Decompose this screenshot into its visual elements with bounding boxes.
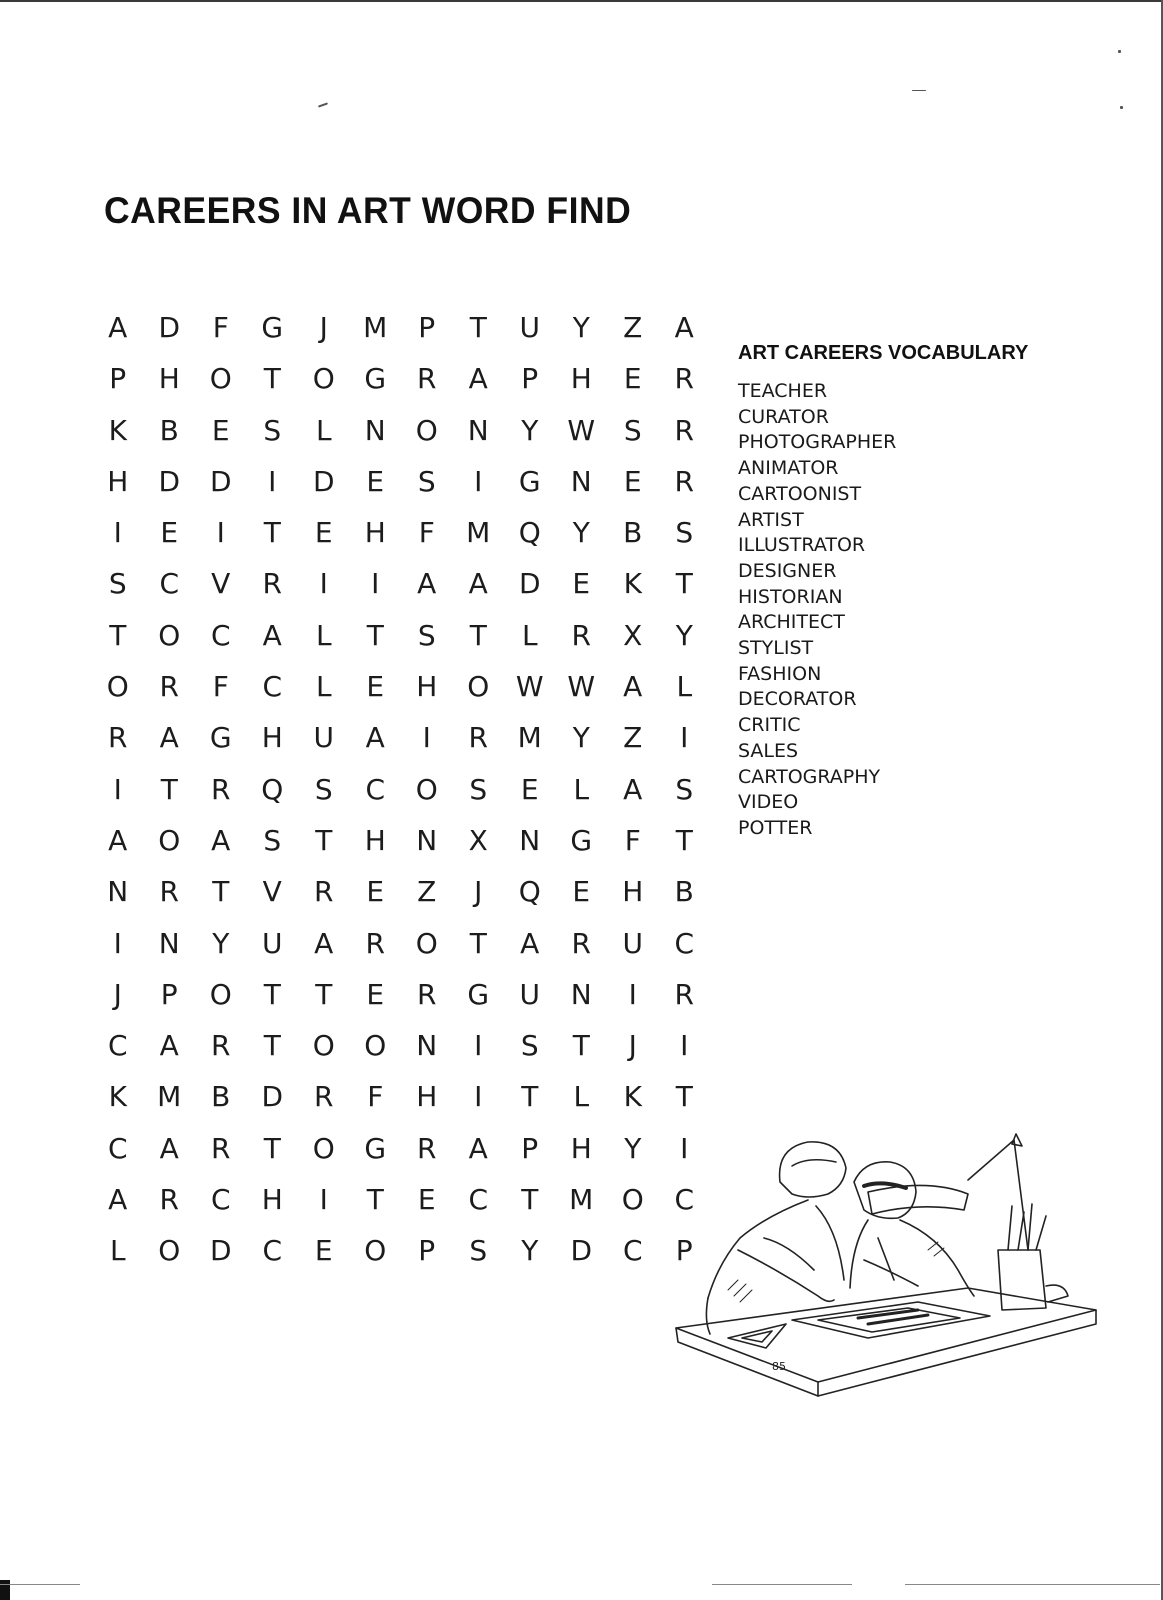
grid-letter: Y <box>572 516 590 550</box>
grid-letter: I <box>113 926 122 960</box>
vocabulary-word: PHOTOGRAPHER <box>738 431 897 454</box>
scan-line <box>905 1584 1160 1585</box>
grid-letter: H <box>416 1080 438 1114</box>
grid-letter: I <box>113 772 122 806</box>
grid-letter: A <box>623 670 643 704</box>
grid-letter: P <box>521 362 539 396</box>
grid-letter: W <box>567 413 596 447</box>
grid-letter: R <box>468 721 488 755</box>
grid-letter: R <box>417 362 437 396</box>
grid-letter: A <box>108 1183 128 1217</box>
grid-letter: R <box>571 618 591 652</box>
grid-letter: Y <box>624 1131 642 1165</box>
grid-letter: C <box>262 1234 283 1268</box>
vocabulary-word: DECORATOR <box>738 688 857 711</box>
grid-letter: F <box>418 516 435 550</box>
grid-letter: L <box>315 618 332 652</box>
grid-letter: Z <box>623 721 643 755</box>
grid-letter: U <box>262 926 283 960</box>
grid-letter: T <box>109 618 127 652</box>
grid-letter: H <box>570 362 592 396</box>
grid-letter: Y <box>675 618 693 652</box>
grid-letter: O <box>364 1029 387 1063</box>
grid-letter: J <box>628 1029 637 1063</box>
grid-letter: O <box>312 1131 335 1165</box>
grid-letter: S <box>675 772 694 806</box>
grid-letter: N <box>570 977 592 1011</box>
grid-letter: O <box>106 670 129 704</box>
grid-letter: E <box>314 1234 333 1268</box>
grid-letter: O <box>415 413 438 447</box>
grid-letter: T <box>263 1029 281 1063</box>
grid-letter: Q <box>518 516 541 550</box>
grid-letter: H <box>364 516 386 550</box>
grid-letter: R <box>674 464 694 498</box>
grid-letter: R <box>674 977 694 1011</box>
grid-letter: Y <box>521 413 539 447</box>
grid-letter: R <box>674 413 694 447</box>
grid-letter: A <box>108 823 128 857</box>
vocabulary-word: CURATOR <box>738 405 829 428</box>
grid-letter: T <box>263 1131 281 1165</box>
grid-letter: Y <box>572 311 590 344</box>
grid-letter: A <box>159 1029 179 1063</box>
grid-letter: I <box>628 977 637 1011</box>
grid-letter: U <box>519 311 540 344</box>
grid-letter: A <box>468 567 488 601</box>
vocabulary-word: CARTOGRAPHY <box>738 765 881 788</box>
vocabulary-word: ANIMATOR <box>738 457 839 480</box>
vocabulary-word: CRITIC <box>738 714 801 737</box>
grid-letter: S <box>469 772 488 806</box>
grid-letter: A <box>159 721 179 755</box>
grid-letter: C <box>210 1183 231 1217</box>
grid-letter: E <box>160 516 179 550</box>
grid-letter: B <box>211 1080 231 1114</box>
grid-letter: T <box>675 567 693 601</box>
grid-letter: O <box>364 1234 387 1268</box>
grid-letter: C <box>159 567 180 601</box>
grid-letter: F <box>212 670 229 704</box>
grid-letter: K <box>108 413 127 447</box>
grid-letter: I <box>113 516 122 550</box>
grid-letter: H <box>158 362 180 396</box>
grid-letter: V <box>262 875 282 909</box>
scan-line <box>0 1584 80 1585</box>
grid-letter: T <box>521 1183 539 1217</box>
grid-letter: E <box>417 1183 436 1217</box>
vocabulary-word: ARTIST <box>738 508 804 531</box>
grid-letter: I <box>216 516 225 550</box>
grid-letter: E <box>572 875 591 909</box>
grid-letter: T <box>315 977 333 1011</box>
grid-letter: T <box>366 618 384 652</box>
grid-letter: K <box>623 567 642 601</box>
grid-letter: Y <box>212 926 230 960</box>
grid-letter: I <box>474 1029 483 1063</box>
grid-letter: R <box>262 567 282 601</box>
grid-letter: T <box>160 772 178 806</box>
grid-letter: R <box>159 875 179 909</box>
grid-letter: R <box>417 977 437 1011</box>
grid-letter: S <box>263 823 282 857</box>
grid-letter: A <box>108 311 128 344</box>
vocabulary-word: DESIGNER <box>738 559 837 582</box>
grid-letter: R <box>417 1131 437 1165</box>
grid-letter: T <box>675 1080 693 1114</box>
grid-letter: A <box>262 618 282 652</box>
grid-letter: A <box>674 311 694 344</box>
grid-letter: Z <box>623 311 643 344</box>
grid-letter: Z <box>417 875 437 909</box>
grid-letter: D <box>518 567 541 601</box>
grid-letter: N <box>158 926 180 960</box>
grid-letter: P <box>521 1131 539 1165</box>
grid-letter: G <box>364 362 387 396</box>
grid-letter: A <box>468 362 488 396</box>
grid-letter: H <box>107 464 129 498</box>
grid-letter: R <box>314 1080 334 1114</box>
vocabulary-word: FASHION <box>738 662 822 685</box>
grid-letter: A <box>159 1131 179 1165</box>
grid-letter: E <box>211 413 230 447</box>
grid-letter: R <box>108 721 128 755</box>
grid-letter: D <box>570 1234 593 1268</box>
grid-letter: S <box>520 1029 539 1063</box>
vocabulary-word: ILLUSTRATOR <box>738 534 866 557</box>
grid-letter: E <box>366 670 385 704</box>
grid-letter: A <box>468 1131 488 1165</box>
grid-letter: O <box>158 823 181 857</box>
grid-letter: X <box>468 823 488 857</box>
grid-letter: R <box>314 875 334 909</box>
grid-letter: A <box>520 926 540 960</box>
grid-letter: M <box>466 516 491 550</box>
grid-letter: F <box>367 1080 384 1114</box>
vocabulary-word: STYLIST <box>738 637 814 660</box>
grid-letter: L <box>573 1080 590 1114</box>
grid-letter: E <box>623 464 642 498</box>
grid-letter: D <box>312 464 335 498</box>
grid-letter: S <box>417 464 436 498</box>
grid-letter: I <box>474 464 483 498</box>
grid-letter: O <box>312 362 335 396</box>
grid-letter: O <box>158 1234 181 1268</box>
grid-letter: T <box>572 1029 590 1063</box>
artists-at-drafting-table-icon <box>668 1120 1100 1450</box>
grid-letter: S <box>469 1234 488 1268</box>
grid-letter: E <box>520 772 539 806</box>
grid-letter: M <box>569 1183 594 1217</box>
grid-letter: S <box>314 772 333 806</box>
vocabulary-word: POTTER <box>738 816 813 839</box>
scan-line <box>712 1584 852 1585</box>
grid-letter: R <box>571 926 591 960</box>
word-search-grid <box>92 310 710 1285</box>
grid-letter: A <box>623 772 643 806</box>
grid-letter: T <box>521 1080 539 1114</box>
grid-letter: O <box>209 977 232 1011</box>
grid-letter: A <box>365 721 385 755</box>
grid-letter: B <box>623 516 643 550</box>
grid-letter: U <box>519 977 540 1011</box>
vocabulary-panel <box>738 342 1098 842</box>
grid-letter: O <box>467 670 490 704</box>
grid-letter: S <box>623 413 642 447</box>
grid-letter: C <box>107 1131 128 1165</box>
grid-letter: C <box>674 926 695 960</box>
grid-letter: G <box>467 977 490 1011</box>
grid-letter: I <box>371 567 380 601</box>
vocabulary-word: ARCHITECT <box>738 611 845 634</box>
grid-letter: O <box>621 1183 644 1217</box>
grid-letter: A <box>417 567 437 601</box>
grid-letter: P <box>418 1234 436 1268</box>
grid-letter: T <box>212 875 230 909</box>
grid-letter: M <box>363 311 388 344</box>
grid-letter: H <box>364 823 386 857</box>
grid-letter: A <box>211 823 231 857</box>
grid-letter: C <box>107 1029 128 1063</box>
grid-letter: I <box>474 1080 483 1114</box>
grid-letter: W <box>515 670 544 704</box>
grid-letter: T <box>675 823 693 857</box>
grid-letter: T <box>469 618 487 652</box>
grid-letter: J <box>319 311 328 344</box>
vocabulary-word: TEACHER <box>738 380 828 402</box>
grid-letter: H <box>570 1131 592 1165</box>
scan-speck <box>912 90 926 91</box>
grid-letter: L <box>676 670 693 704</box>
grid-letter: N <box>467 413 489 447</box>
grid-letter: D <box>209 464 232 498</box>
grid-letter: R <box>211 772 231 806</box>
grid-letter: Q <box>518 875 541 909</box>
grid-letter: S <box>108 567 127 601</box>
grid-letter: L <box>315 413 332 447</box>
grid-letter: E <box>314 516 333 550</box>
grid-letter: P <box>675 1234 693 1268</box>
grid-letter: E <box>572 567 591 601</box>
grid-letter: L <box>109 1234 126 1268</box>
grid-letter: O <box>415 772 438 806</box>
grid-letter: I <box>319 567 328 601</box>
grid-letter: C <box>468 1183 489 1217</box>
grid-letter: W <box>567 670 596 704</box>
grid-letter: F <box>624 823 641 857</box>
grid-letter: N <box>570 464 592 498</box>
grid-letter: A <box>314 926 334 960</box>
grid-letter: K <box>108 1080 127 1114</box>
grid-letter: E <box>366 875 385 909</box>
grid-letter: L <box>315 670 332 704</box>
grid-letter: E <box>366 464 385 498</box>
grid-letter: O <box>312 1029 335 1063</box>
grid-letter: I <box>680 1029 689 1063</box>
grid-letter: X <box>623 618 643 652</box>
grid-letter: E <box>623 362 642 396</box>
grid-letter: L <box>573 772 590 806</box>
grid-letter: G <box>570 823 593 857</box>
grid-letter: T <box>315 823 333 857</box>
grid-letter: C <box>262 670 283 704</box>
vocabulary-word: SALES <box>738 739 799 762</box>
grid-letter: N <box>519 823 541 857</box>
grid-letter: M <box>157 1080 182 1114</box>
grid-letter: P <box>160 977 178 1011</box>
grid-letter: G <box>364 1131 387 1165</box>
scan-speck <box>1120 106 1123 109</box>
grid-letter: B <box>674 875 694 909</box>
grid-letter: T <box>263 516 281 550</box>
grid-letter: G <box>209 721 232 755</box>
grid-letter: C <box>210 618 231 652</box>
grid-letter: S <box>263 413 282 447</box>
grid-letter: I <box>319 1183 328 1217</box>
grid-letter: H <box>261 721 283 755</box>
grid-letter: I <box>680 721 689 755</box>
grid-letter: D <box>209 1234 232 1268</box>
scan-speck <box>1118 50 1121 53</box>
vocabulary-word: CARTOONIST <box>738 482 862 505</box>
grid-letter: T <box>366 1183 384 1217</box>
grid-letter: U <box>313 721 334 755</box>
grid-letter: C <box>674 1183 695 1217</box>
grid-letter: P <box>109 362 127 396</box>
page-edge-top <box>0 0 1163 2</box>
grid-letter: H <box>261 1183 283 1217</box>
grid-letter: H <box>416 670 438 704</box>
grid-letter: T <box>263 977 281 1011</box>
illustration-page-mark: 85 <box>772 1360 786 1373</box>
grid-letter: I <box>268 464 277 498</box>
grid-letter: O <box>158 618 181 652</box>
grid-letter: R <box>159 1183 179 1217</box>
grid-letter: V <box>211 567 231 601</box>
grid-letter: N <box>107 875 129 909</box>
grid-letter: Y <box>572 721 590 755</box>
grid-letter: F <box>212 311 229 344</box>
grid-letter: N <box>416 1029 438 1063</box>
vocabulary-list <box>738 379 1098 842</box>
grid-letter: J <box>113 977 122 1011</box>
grid-letter: U <box>622 926 643 960</box>
grid-letter: R <box>365 926 385 960</box>
grid-letter: Y <box>521 1234 539 1268</box>
grid-letter: D <box>261 1080 284 1114</box>
grid-letter: D <box>158 464 181 498</box>
grid-letter: D <box>158 311 181 344</box>
grid-letter: R <box>159 670 179 704</box>
grid-letter: T <box>469 926 487 960</box>
grid-letter: G <box>261 311 284 344</box>
grid-letter: L <box>521 618 538 652</box>
grid-letter: O <box>415 926 438 960</box>
grid-letter: C <box>365 772 386 806</box>
grid-letter: C <box>622 1234 643 1268</box>
grid-letter: G <box>518 464 541 498</box>
grid-letter: R <box>674 362 694 396</box>
page-title: CAREERS IN ART WORD FIND <box>104 190 632 231</box>
grid-letter: O <box>209 362 232 396</box>
grid-letter: I <box>680 1131 689 1165</box>
vocabulary-heading: ART CAREERS VOCABULARY <box>738 342 1029 364</box>
grid-letter: K <box>623 1080 642 1114</box>
grid-letter: H <box>622 875 644 909</box>
grid-letter: B <box>159 413 179 447</box>
grid-letter: S <box>675 516 694 550</box>
grid-letter: Q <box>261 772 284 806</box>
grid-letter: J <box>474 875 483 909</box>
grid-letter: E <box>366 977 385 1011</box>
vocabulary-word: VIDEO <box>738 791 799 814</box>
grid-letter: R <box>211 1131 231 1165</box>
grid-letter: S <box>417 618 436 652</box>
grid-letter: I <box>422 721 431 755</box>
grid-letter: T <box>263 362 281 396</box>
grid-letter: M <box>517 721 542 755</box>
grid-letter: P <box>418 311 436 344</box>
scan-speck <box>318 102 328 107</box>
grid-letter: T <box>469 311 487 344</box>
vocabulary-word: HISTORIAN <box>738 585 843 608</box>
scan-edge-mark <box>0 1580 10 1600</box>
grid-letter: N <box>364 413 386 447</box>
grid-letter: N <box>416 823 438 857</box>
grid-letter: R <box>211 1029 231 1063</box>
